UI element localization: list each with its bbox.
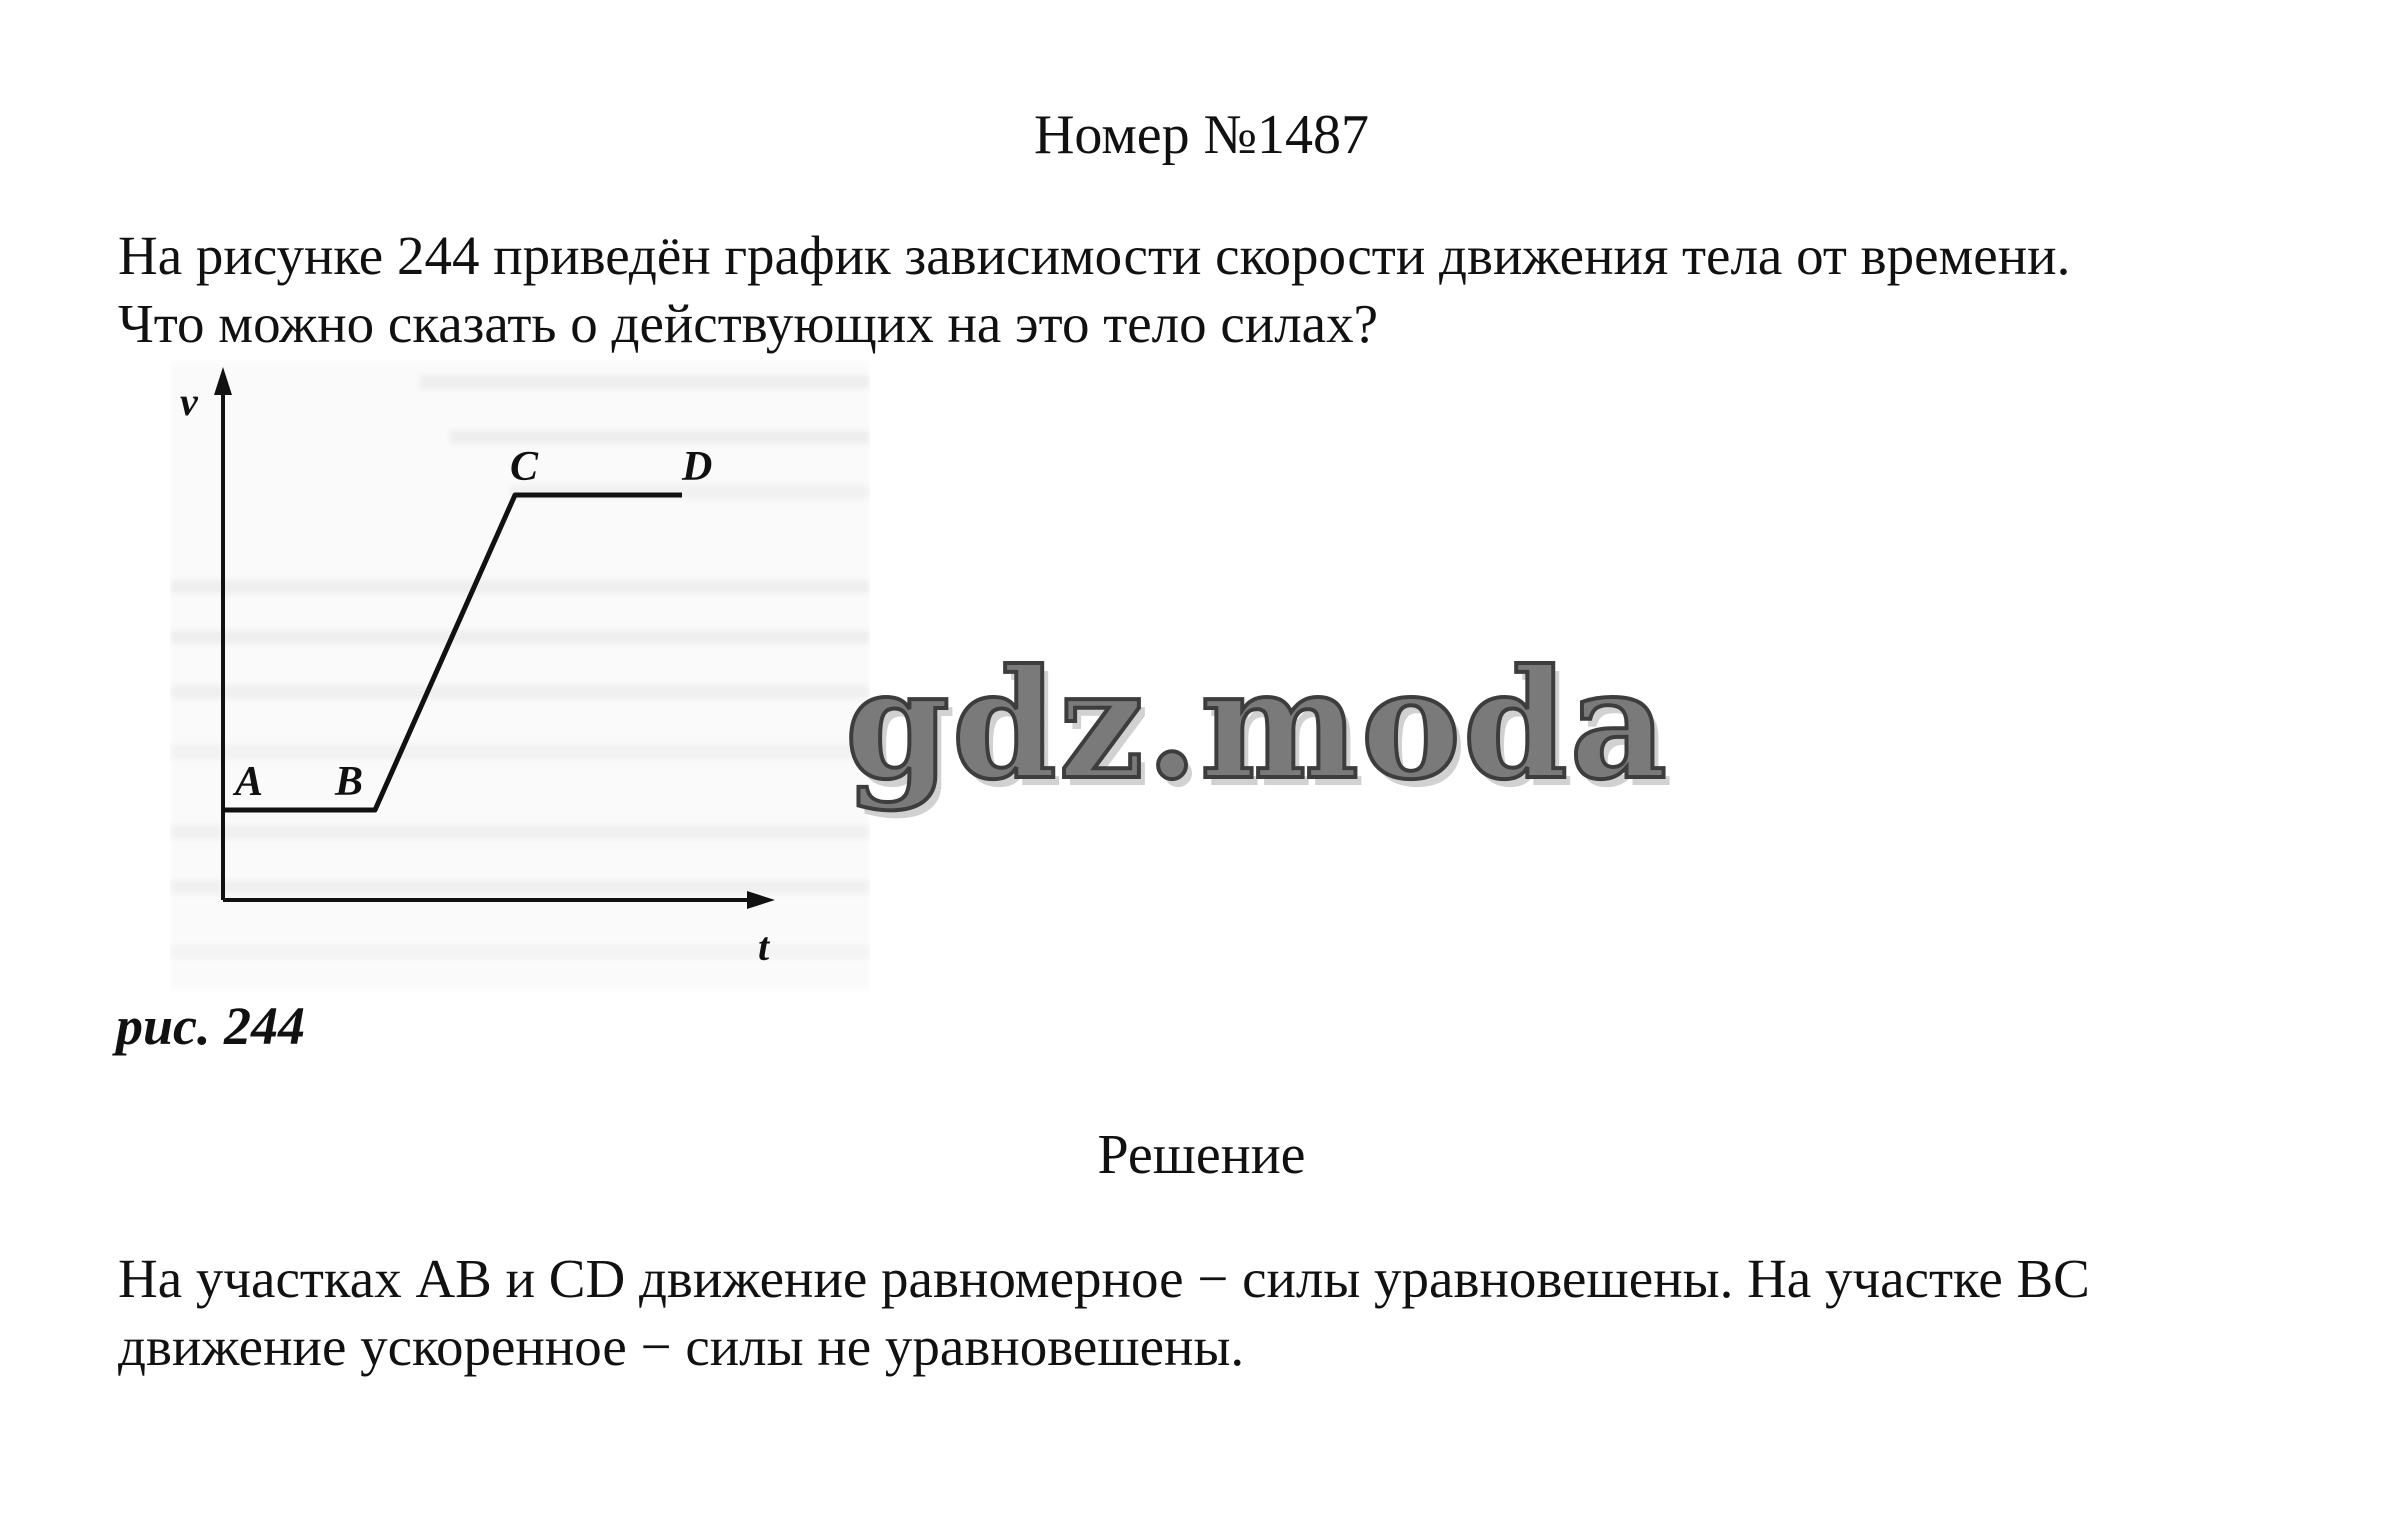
x-axis-label: t — [758, 924, 770, 969]
point-label-b: B — [335, 759, 364, 805]
solution-line-2: движение ускоренное − силы не уравновешены. — [118, 1316, 1245, 1377]
task-text — [118, 222, 2348, 358]
task-line-1: На рисунке 244 приведён график зависимости скорости движения тела от времени. — [118, 225, 2071, 286]
velocity-time-graph — [150, 355, 880, 995]
point-label-d: D — [682, 444, 713, 490]
solution-heading: Решение — [1097, 1124, 1306, 1186]
solution-line-1: На участках AB и CD движение равномерное − силы уравновешены. На участке BC — [118, 1248, 2090, 1309]
task-line-2: Что можно сказать о действующих на это тело силах? — [118, 293, 1378, 354]
watermark-logo: gdz.moda — [845, 637, 1670, 813]
y-axis-label: v — [180, 379, 198, 424]
solution-text — [118, 1245, 2348, 1381]
problem-number-title: Номер №1487 — [1033, 104, 1370, 166]
point-label-c: C — [510, 444, 539, 490]
graph-svg — [150, 355, 880, 995]
point-label-a: A — [235, 759, 264, 805]
figure-caption: рис. 244 — [116, 996, 305, 1056]
